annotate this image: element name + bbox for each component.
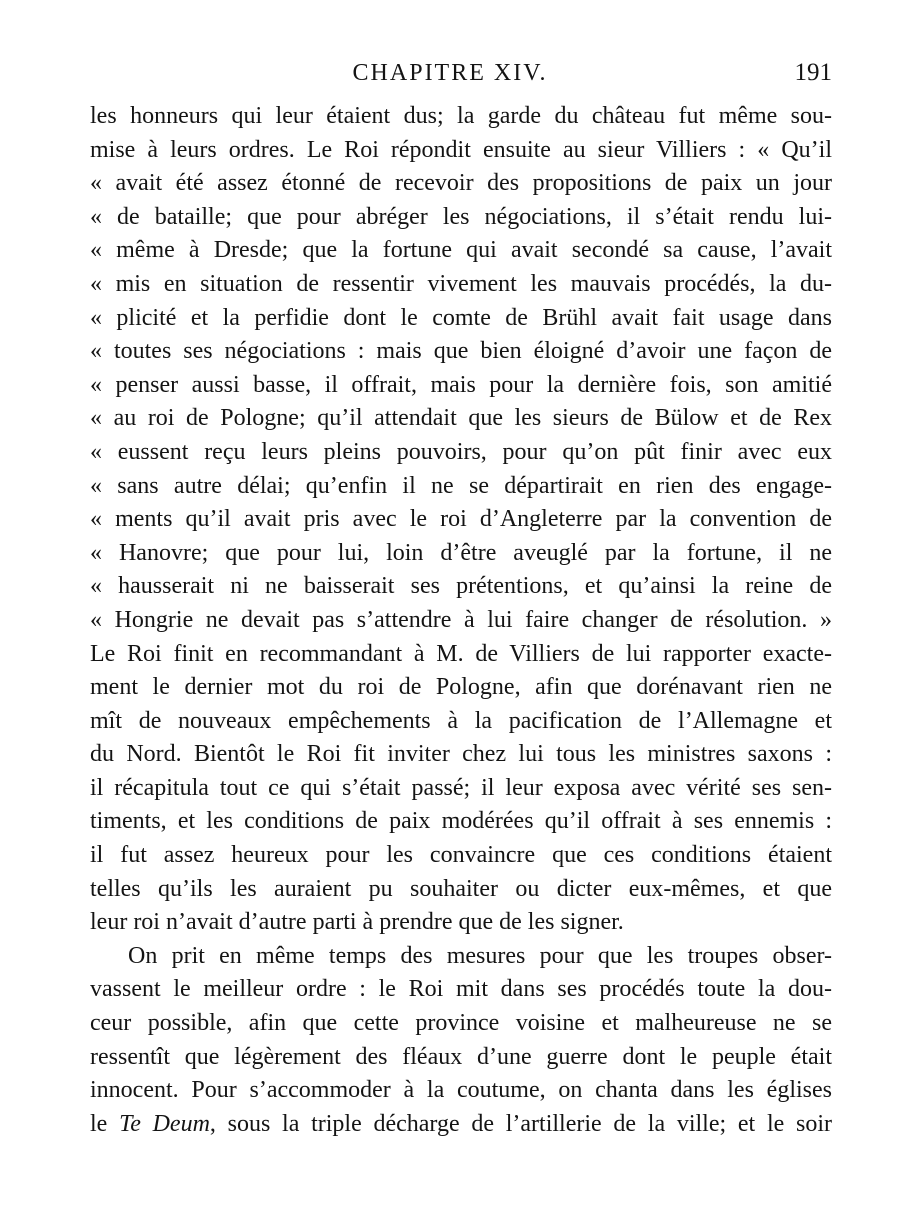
text-line: « au roi de Pologne; qu’il attendait que les sieurs de Bülow et de Rex — [90, 405, 832, 432]
text-line: vassent le meilleur ordre : le Roi mit dans ses procédés toute la dou- — [90, 976, 832, 1003]
text-fragment: le — [90, 1110, 120, 1137]
paragraph-2 — [90, 940, 832, 1142]
text-line: « penser aussi basse, il offrait, mais pour la dernière fois, son amitié — [90, 371, 832, 398]
text-line: innocent. Pour s’accommoder à la coutume, on chanta dans les églises — [90, 1077, 832, 1104]
text-line: il récapitula tout ce qui s’était passé; il leur exposa avec vérité ses sen- — [90, 774, 832, 801]
text-line: timents, et les conditions de paix modérées qu’il offrait à ses ennemis : — [90, 808, 832, 835]
text-line: « avait été assez étonné de recevoir des propositions de paix un jour — [90, 170, 832, 197]
text-line: ressentît que légèrement des fléaux d’une guerre dont le peuple était — [90, 1043, 832, 1070]
text-line-with-italic — [90, 1108, 832, 1142]
italic-title: Te Deum — [119, 1110, 210, 1137]
text-line: « de bataille; que pour abréger les négociations, il s’était rendu lui- — [90, 203, 832, 230]
text-line: ceur possible, afin que cette province voisine et malheureuse ne se — [90, 1010, 832, 1037]
text-line: On prit en même temps des mesures pour que les troupes obser- — [128, 942, 832, 969]
text-line: « même à Dresde; que la fortune qui avait secondé sa cause, l’avait — [90, 237, 832, 264]
page-number: 191 — [794, 59, 832, 86]
text-line: leur roi n’avait d’autre parti à prendre que de les signer. — [90, 909, 624, 936]
text-line: ment le dernier mot du roi de Pologne, afin que dorénavant rien ne — [90, 674, 832, 701]
text-line: « sans autre délai; qu’enfin il ne se départirait en rien des engage- — [90, 472, 832, 499]
chapter-heading: CHAPITRE XIV. — [352, 60, 548, 86]
text-line: il fut assez heureux pour les convaincre que ces conditions étaient — [90, 842, 832, 869]
text-line: « Hanovre; que pour lui, loin d’être aveuglé par la fortune, il ne — [90, 539, 832, 566]
text-line: les honneurs qui leur étaient dus; la garde du château fut même sou- — [90, 103, 832, 129]
text-line: « hausserait ni ne baisserait ses prétentions, et qu’ainsi la reine de — [90, 573, 832, 600]
running-head — [0, 56, 900, 90]
text-line: du Nord. Bientôt le Roi fit inviter chez lui tous les ministres saxons : — [90, 741, 832, 768]
paragraph-1 — [90, 100, 832, 940]
body-text — [90, 100, 832, 1141]
text-fragment: , sous la triple décharge de l’artillerie de la ville; et le soir — [209, 1110, 832, 1137]
text-line: mise à leurs ordres. Le Roi répondit ensuite au sieur Villiers : « Qu’il — [90, 136, 832, 163]
text-line: « Hongrie ne devait pas s’attendre à lui faire changer de résolution. » — [90, 606, 832, 633]
text-line: telles qu’ils les auraient pu souhaiter ou dicter eux-mêmes, et que — [90, 875, 832, 902]
text-line: « mis en situation de ressentir vivement les mauvais procédés, la du- — [90, 270, 832, 297]
text-line: Le Roi finit en recommandant à M. de Villiers de lui rapporter exacte- — [90, 640, 832, 667]
text-line: « plicité et la perfidie dont le comte de Brühl avait fait usage dans — [90, 304, 832, 331]
text-line: « eussent reçu leurs pleins pouvoirs, pour qu’on pût finir avec eux — [90, 438, 832, 465]
text-line: « toutes ses négociations : mais que bien éloigné d’avoir une façon de — [90, 338, 832, 365]
text-line: mît de nouveaux empêchements à la pacification de l’Allemagne et — [90, 707, 832, 734]
text-line: « ments qu’il avait pris avec le roi d’Angleterre par la convention de — [90, 506, 832, 533]
